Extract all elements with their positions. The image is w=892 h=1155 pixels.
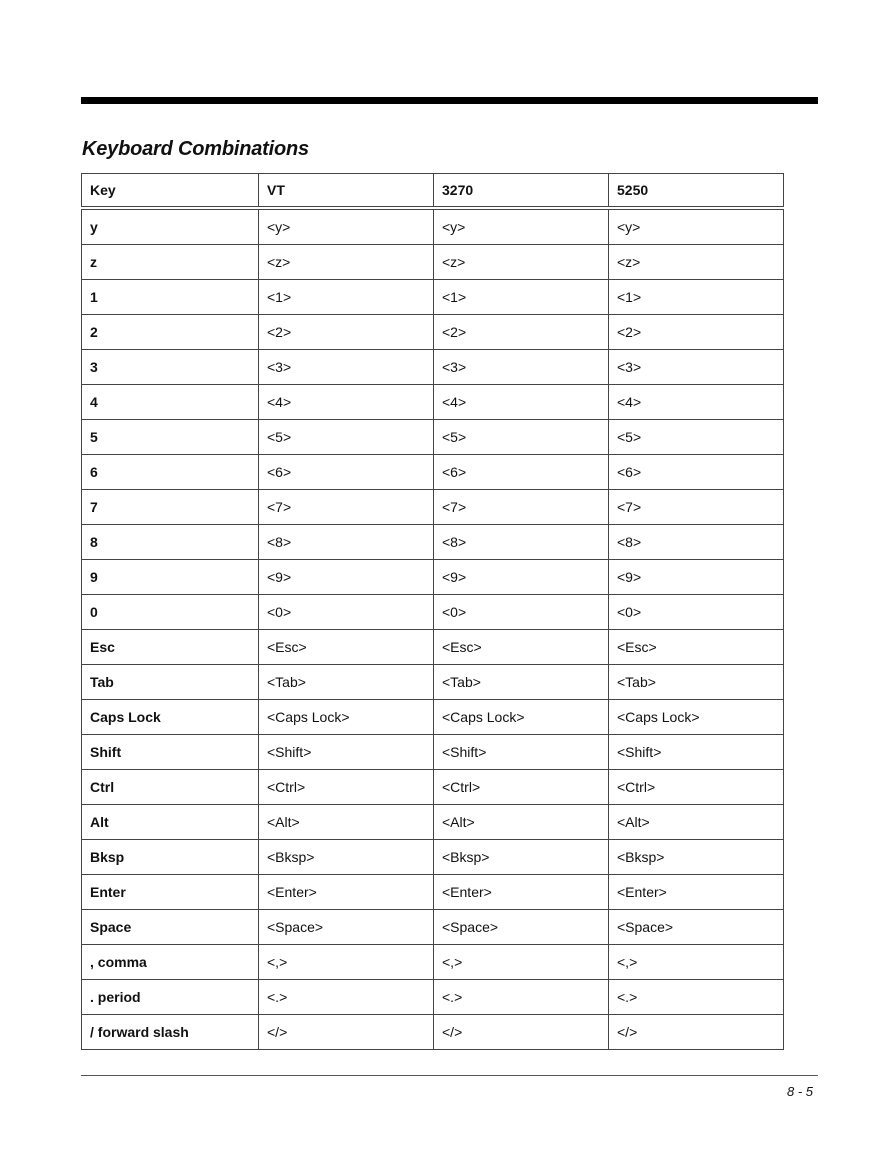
cell-5250: <y> bbox=[609, 208, 784, 245]
cell-vt: <y> bbox=[259, 208, 434, 245]
cell-5250: <5> bbox=[609, 420, 784, 455]
cell-vt: <,> bbox=[259, 945, 434, 980]
cell-key: Tab bbox=[82, 665, 259, 700]
cell-vt: <Esc> bbox=[259, 630, 434, 665]
table-row bbox=[82, 280, 784, 315]
table-row bbox=[82, 490, 784, 525]
cell-3270: <6> bbox=[434, 455, 609, 490]
cell-5250: <3> bbox=[609, 350, 784, 385]
cell-key: . period bbox=[82, 980, 259, 1015]
table-row bbox=[82, 350, 784, 385]
header-key: Key bbox=[82, 174, 259, 209]
cell-key: Esc bbox=[82, 630, 259, 665]
table-row bbox=[82, 525, 784, 560]
cell-vt: <4> bbox=[259, 385, 434, 420]
table-row bbox=[82, 980, 784, 1015]
cell-3270: <4> bbox=[434, 385, 609, 420]
top-rule bbox=[81, 97, 818, 104]
cell-vt: <6> bbox=[259, 455, 434, 490]
cell-vt: <9> bbox=[259, 560, 434, 595]
cell-vt: <Bksp> bbox=[259, 840, 434, 875]
table-row bbox=[82, 910, 784, 945]
cell-5250: <0> bbox=[609, 595, 784, 630]
section-title: Keyboard Combinations bbox=[82, 138, 309, 160]
cell-vt: <Ctrl> bbox=[259, 770, 434, 805]
cell-5250: <Alt> bbox=[609, 805, 784, 840]
cell-vt: <Space> bbox=[259, 910, 434, 945]
table-row bbox=[82, 420, 784, 455]
cell-5250: <.> bbox=[609, 980, 784, 1015]
header-row bbox=[82, 174, 784, 209]
cell-5250: <Enter> bbox=[609, 875, 784, 910]
cell-3270: <0> bbox=[434, 595, 609, 630]
table-row bbox=[82, 560, 784, 595]
cell-key: 0 bbox=[82, 595, 259, 630]
table-row bbox=[82, 770, 784, 805]
cell-5250: <Caps Lock> bbox=[609, 700, 784, 735]
cell-5250: <9> bbox=[609, 560, 784, 595]
table-row bbox=[82, 245, 784, 280]
table-row bbox=[82, 840, 784, 875]
cell-vt: <Shift> bbox=[259, 735, 434, 770]
table-row bbox=[82, 735, 784, 770]
cell-key: 2 bbox=[82, 315, 259, 350]
cell-5250: <4> bbox=[609, 385, 784, 420]
cell-vt: <Caps Lock> bbox=[259, 700, 434, 735]
cell-5250: <1> bbox=[609, 280, 784, 315]
cell-3270: <z> bbox=[434, 245, 609, 280]
cell-key: 4 bbox=[82, 385, 259, 420]
cell-3270: <y> bbox=[434, 208, 609, 245]
cell-3270: <Esc> bbox=[434, 630, 609, 665]
cell-key: Shift bbox=[82, 735, 259, 770]
cell-3270: </> bbox=[434, 1015, 609, 1050]
table-row bbox=[82, 1015, 784, 1050]
table-row bbox=[82, 700, 784, 735]
cell-key: Space bbox=[82, 910, 259, 945]
table-row bbox=[82, 385, 784, 420]
cell-key: Alt bbox=[82, 805, 259, 840]
cell-3270: <8> bbox=[434, 525, 609, 560]
cell-5250: <Shift> bbox=[609, 735, 784, 770]
cell-3270: <Enter> bbox=[434, 875, 609, 910]
cell-3270: <5> bbox=[434, 420, 609, 455]
cell-vt: <0> bbox=[259, 595, 434, 630]
table-row bbox=[82, 665, 784, 700]
cell-3270: <.> bbox=[434, 980, 609, 1015]
cell-3270: <Space> bbox=[434, 910, 609, 945]
cell-3270: <,> bbox=[434, 945, 609, 980]
cell-vt: <5> bbox=[259, 420, 434, 455]
cell-key: z bbox=[82, 245, 259, 280]
cell-5250: <Esc> bbox=[609, 630, 784, 665]
cell-5250: <Bksp> bbox=[609, 840, 784, 875]
table-row bbox=[82, 315, 784, 350]
cell-key: / forward slash bbox=[82, 1015, 259, 1050]
cell-key: 7 bbox=[82, 490, 259, 525]
cell-3270: <Ctrl> bbox=[434, 770, 609, 805]
table-row bbox=[82, 805, 784, 840]
cell-3270: <1> bbox=[434, 280, 609, 315]
cell-vt: <Tab> bbox=[259, 665, 434, 700]
cell-vt: <7> bbox=[259, 490, 434, 525]
cell-key: Ctrl bbox=[82, 770, 259, 805]
cell-5250: <z> bbox=[609, 245, 784, 280]
cell-key: 6 bbox=[82, 455, 259, 490]
table-row bbox=[82, 945, 784, 980]
cell-vt: <3> bbox=[259, 350, 434, 385]
header-3270: 3270 bbox=[434, 174, 609, 209]
cell-key: Caps Lock bbox=[82, 700, 259, 735]
cell-3270: <7> bbox=[434, 490, 609, 525]
cell-5250: <,> bbox=[609, 945, 784, 980]
keyboard-combinations-table bbox=[81, 173, 784, 1050]
cell-vt: <.> bbox=[259, 980, 434, 1015]
table-row bbox=[82, 455, 784, 490]
cell-vt: </> bbox=[259, 1015, 434, 1050]
table-body bbox=[82, 208, 784, 1050]
cell-vt: <Enter> bbox=[259, 875, 434, 910]
cell-3270: <Caps Lock> bbox=[434, 700, 609, 735]
cell-3270: <Bksp> bbox=[434, 840, 609, 875]
cell-key: Enter bbox=[82, 875, 259, 910]
cell-vt: <1> bbox=[259, 280, 434, 315]
header-5250: 5250 bbox=[609, 174, 784, 209]
cell-3270: <Alt> bbox=[434, 805, 609, 840]
table-header bbox=[82, 174, 784, 209]
header-vt: VT bbox=[259, 174, 434, 209]
cell-key: 5 bbox=[82, 420, 259, 455]
cell-5250: <6> bbox=[609, 455, 784, 490]
cell-key: y bbox=[82, 208, 259, 245]
cell-vt: <z> bbox=[259, 245, 434, 280]
cell-vt: <Alt> bbox=[259, 805, 434, 840]
cell-key: Bksp bbox=[82, 840, 259, 875]
cell-key: 3 bbox=[82, 350, 259, 385]
cell-3270: <9> bbox=[434, 560, 609, 595]
bottom-rule bbox=[81, 1075, 818, 1076]
cell-5250: <Tab> bbox=[609, 665, 784, 700]
table-row bbox=[82, 875, 784, 910]
cell-key: , comma bbox=[82, 945, 259, 980]
cell-5250: <2> bbox=[609, 315, 784, 350]
cell-vt: <2> bbox=[259, 315, 434, 350]
cell-3270: <2> bbox=[434, 315, 609, 350]
cell-vt: <8> bbox=[259, 525, 434, 560]
cell-5250: </> bbox=[609, 1015, 784, 1050]
cell-3270: <Shift> bbox=[434, 735, 609, 770]
cell-5250: <Ctrl> bbox=[609, 770, 784, 805]
cell-key: 8 bbox=[82, 525, 259, 560]
cell-5250: <7> bbox=[609, 490, 784, 525]
page-number: 8 - 5 bbox=[786, 1084, 813, 1099]
table-row bbox=[82, 208, 784, 245]
table-row bbox=[82, 595, 784, 630]
cell-3270: <3> bbox=[434, 350, 609, 385]
cell-5250: <Space> bbox=[609, 910, 784, 945]
cell-key: 1 bbox=[82, 280, 259, 315]
cell-key: 9 bbox=[82, 560, 259, 595]
table-row bbox=[82, 630, 784, 665]
cell-5250: <8> bbox=[609, 525, 784, 560]
cell-3270: <Tab> bbox=[434, 665, 609, 700]
